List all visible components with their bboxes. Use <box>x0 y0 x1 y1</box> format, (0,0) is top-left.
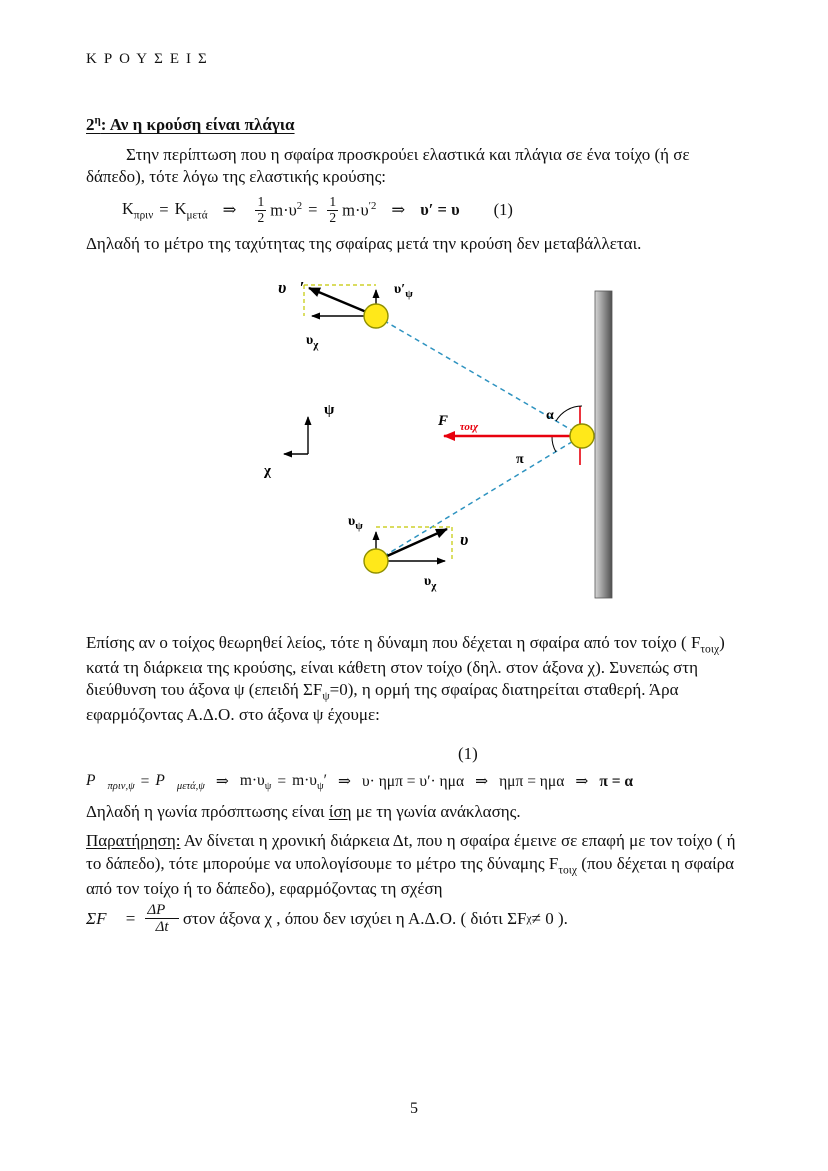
angle-arc-pi <box>552 436 556 452</box>
eq-equals: = <box>125 908 136 928</box>
document-header: ΚΡΟΥΣΕΙΣ <box>86 51 214 67</box>
psi-axis-label: ψ <box>324 401 335 418</box>
fraction-half: $\frac{1}{2}$ <box>257 193 265 225</box>
paragraph-conclusion-speed: Δηλαδή το μέτρο της ταχύτητας της σφαίρας μετά την κρούση δεν μεταβάλλεται. <box>86 233 642 253</box>
eq-term: $m\cdot\upsilon_\psi'$ <box>292 771 327 793</box>
eq-equals: = <box>140 773 150 791</box>
implies-arrow: ⇒ <box>222 200 237 220</box>
eq-reference: (1) <box>493 200 513 220</box>
paragraph-force-analysis: Επίσης αν ο τοίχος θεωρηθεί λείος, τότε η δύναμη που δέχεται η σφαίρα από τον τοίχο ( $F_{\tau o\iota\chi}$) κατά τη διάρκεια της κρούσης, είναι κάθετη στον τοίχο (δηλ. στον άξονα χ). Συνεπώς στη διεύθυνση του άξονα ψ (επειδή $\Sigma F_\psi=0$), η ορμή της σφαίρας διατηρείται σταθερή. Άρα εφαρμόζοντας Α.Δ.Ο. στο άξονα ψ έχουμε: <box>86 633 725 725</box>
force-label: $F⃗_{\tau o\iota\chi}$ <box>438 412 479 433</box>
implies-arrow: ⇒ <box>215 773 229 791</box>
sphere-at-wall <box>570 424 594 448</box>
eq-term: $K_{\pi\rho\iota\nu}$ <box>122 198 154 221</box>
angle-alpha-label: α <box>546 407 554 423</box>
fraction-half: $\frac{1}{2}$ <box>329 193 337 225</box>
eq-term: $m\cdot\upsilon^{'2}$ <box>342 200 377 220</box>
eq-term: ημπ = ημα <box>499 773 565 791</box>
collision-diagram <box>86 271 744 625</box>
eq-result: υ′ = υ <box>420 200 460 220</box>
dp-dt-fraction: $\frac{\Delta P⃗}{\Delta t}$ <box>147 901 177 936</box>
eq-term: $P⃗_{\pi\rho\iota\nu,\psi}$ <box>86 771 135 793</box>
section-number-sup: η <box>94 114 101 127</box>
chi-axis-label: χ <box>264 462 271 479</box>
note-label: Παρατήρηση: <box>86 831 181 851</box>
implies-arrow: ⇒ <box>337 773 351 791</box>
eq-term: $K_{\mu\varepsilon\tau ά}$ <box>174 198 208 221</box>
equation-reference-above: (1) <box>458 743 478 763</box>
sphere-before <box>364 549 388 573</box>
v-chi-bottom-label: $\upsilon_\chi$ <box>424 573 437 592</box>
sigma-f-term: ΣF⃗ <box>86 908 120 928</box>
eq-term: $P⃗_{\mu\varepsilon\tau ά,\psi}$ <box>155 771 205 793</box>
eq-equals: = <box>308 200 318 220</box>
section-title-text <box>86 115 295 134</box>
equation-kinetic-energy <box>122 195 744 226</box>
eq-term: $m\cdot\upsilon_\psi$ <box>239 771 272 793</box>
v-chi-top-label: $\upsilon_\chi$ <box>306 332 319 351</box>
paragraph-intro: Στην περίπτωση που η σφαίρα προσκρούει ελαστικά και πλάγια σε ένα τοίχο (ή σε δάπεδο), τότε λόγω της ελαστικής κρούσης: <box>86 144 690 187</box>
wall <box>595 291 612 598</box>
section-number: 2 <box>86 115 95 135</box>
velocity-before-label: υ⃗ <box>460 529 482 549</box>
note-formula-line: ΣF⃗ = $\frac{\Delta P⃗}{\Delta t}$ στον άξονα χ , όπου δεν ισχύει η Α.Δ.Ο. ( διότι ΣF χ ≠ 0 ). <box>86 901 568 936</box>
equation-momentum <box>86 771 744 794</box>
eq-equals: = <box>277 773 287 791</box>
implies-arrow: ⇒ <box>575 773 589 791</box>
diagram-svg <box>86 271 744 619</box>
section-title <box>86 114 744 137</box>
eq-term: υ· ημπ = υ′· ημα <box>361 773 465 791</box>
angle-pi-label: π <box>516 451 524 467</box>
angle-arc-alpha <box>556 406 582 421</box>
v-psi-label: $\upsilon_\psi$ <box>348 513 363 532</box>
velocity-after-label: υ⃗′ <box>278 277 305 297</box>
page-number: 5 <box>410 1099 418 1117</box>
implies-arrow: ⇒ <box>391 200 406 220</box>
eq-result: π = α <box>599 773 634 791</box>
eq-equals: = <box>159 200 169 220</box>
section-title-rest: : Αν η κρούση είναι πλάγια <box>100 115 295 135</box>
eq-term: $m\cdot\upsilon^2$ <box>270 200 303 220</box>
implies-arrow: ⇒ <box>475 773 489 791</box>
emphasized-word: ίση <box>328 802 352 821</box>
paragraph-note: Παρατήρηση: Αν δίνεται η χρονική διάρκεια Δt, που η σφαίρα έμεινε σε επαφή με τον τοίχο ( ή το δάπεδο), τότε μπορούμε να υπολογίσουμε το μέτρο της δύναμης $F_{\tau o\iota\chi}$ (που δέχεται η σφαίρα από τον τοίχο ή το δάπεδο), εφαρμόζοντας τη σχέση <box>86 831 736 898</box>
paragraph-angle-conclusion: Δηλαδή η γωνία πρόσπτωσης είναι ίση με τη γωνία ανάκλασης. <box>86 802 521 821</box>
sphere-after <box>364 304 388 328</box>
v-prime-psi-label: $\upsilon'_\psi$ <box>394 281 413 300</box>
